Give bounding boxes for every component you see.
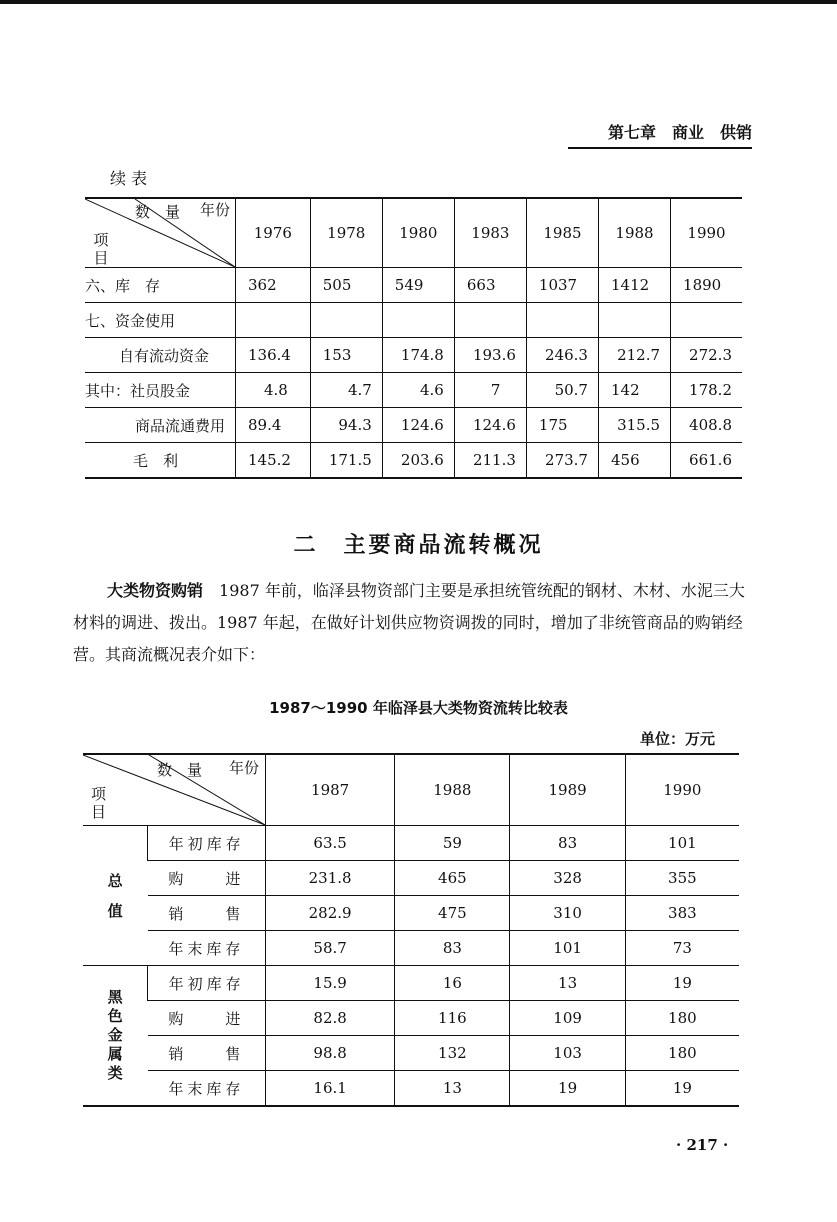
table-cell: 58.7: [266, 931, 395, 966]
row-label: 商品流通费用: [85, 408, 236, 443]
table-row: [85, 443, 742, 479]
table-cell: 328: [510, 861, 625, 896]
year-header: 1989: [510, 754, 625, 826]
table-cell: 355: [625, 861, 739, 896]
page-number: · 217 ·: [676, 1136, 729, 1154]
table-cell: 4.7: [310, 373, 382, 408]
table-cell: [526, 303, 598, 338]
table-cell: 383: [625, 896, 739, 931]
table-row: [85, 338, 742, 373]
row-label: 购 进: [148, 861, 266, 896]
year-header: 1990: [671, 198, 742, 268]
table-cell: 19: [625, 1071, 739, 1107]
table-cell: 124.6: [382, 408, 454, 443]
table-cell: 83: [395, 931, 510, 966]
table-cell: 13: [395, 1071, 510, 1107]
row-label: 自有流动资金: [85, 338, 236, 373]
corner-item-label: 项目: [93, 231, 109, 267]
year-header: 1976: [236, 198, 311, 268]
table-cell: 193.6: [454, 338, 526, 373]
table-cell: 50.7: [526, 373, 598, 408]
row-label: 其中：社员股金: [85, 373, 236, 408]
page-top-edge: [0, 0, 837, 4]
row-label: 六、库 存: [85, 268, 236, 303]
table-cell: 310: [510, 896, 625, 931]
table-cell: 282.9: [266, 896, 395, 931]
year-header: 1987: [266, 754, 395, 826]
paragraph-body: 1987 年前，临泽县物资部门主要是承担统管统配的钢材、木材、水泥三大材料的调进、拨出。1987 年起，在做好计划供应物资调拨的同时，增加了非统管商品的购销经营。其商流概况表介如下：: [73, 581, 745, 664]
row-label: 年初库存: [148, 826, 266, 861]
table-cell: 94.3: [310, 408, 382, 443]
table-cell: 142: [598, 373, 670, 408]
year-header: 1980: [382, 198, 454, 268]
table-cell: 180: [625, 1001, 739, 1036]
table-header-row: [85, 198, 742, 268]
table-cell: 63.5: [266, 826, 395, 861]
table-row: [85, 303, 742, 338]
table-corner-cell: [85, 198, 236, 268]
table-cell: 1412: [598, 268, 670, 303]
table-unit: 单位：万元: [640, 730, 716, 748]
row-label: 年初库存: [148, 966, 266, 1001]
year-header: 1983: [454, 198, 526, 268]
corner-quantity-label: 数 量: [157, 761, 203, 779]
table-row: [83, 1036, 739, 1071]
table-cell: 315.5: [598, 408, 670, 443]
table-cell: 408.8: [671, 408, 742, 443]
table-cell: 82.8: [266, 1001, 395, 1036]
row-label: 毛 利: [85, 443, 236, 479]
table-row: [83, 1001, 739, 1036]
group-label-ferrous-metals: 黑色金属类: [83, 966, 148, 1107]
table-cell: 211.3: [454, 443, 526, 479]
row-label: 七、资金使用: [85, 303, 236, 338]
section-title: 二 主要商品流转概况: [293, 532, 544, 558]
table-cell: 116: [395, 1001, 510, 1036]
table-corner-cell: [83, 754, 266, 826]
table-cell: 661.6: [671, 443, 742, 479]
table-cell: 203.6: [382, 443, 454, 479]
table-cell: 175: [526, 408, 598, 443]
corner-year-label: 年份: [199, 201, 230, 219]
chapter-header: 第七章 商业 供销: [568, 120, 752, 149]
table-cell: 136.4: [236, 338, 311, 373]
year-header: 1978: [310, 198, 382, 268]
table-row: [85, 268, 742, 303]
table-cell: 505: [310, 268, 382, 303]
table-row: [83, 966, 739, 1001]
table-row: [85, 373, 742, 408]
table-cell: 15.9: [266, 966, 395, 1001]
table-continued-label: 续 表: [110, 169, 148, 188]
table-cell: 246.3: [526, 338, 598, 373]
body-paragraph: [73, 575, 753, 671]
year-header: 1990: [625, 754, 739, 826]
table-row: [83, 1071, 739, 1107]
table-cell: 212.7: [598, 338, 670, 373]
table-cell: 73: [625, 931, 739, 966]
table-row: [85, 408, 742, 443]
table-cell: 19: [625, 966, 739, 1001]
table-cell: 180: [625, 1036, 739, 1071]
table-cell: [310, 303, 382, 338]
paragraph-lead: 大类物资购销: [107, 581, 204, 600]
table-cell: 19: [510, 1071, 625, 1107]
table-header-row: [83, 754, 739, 826]
table-cell: 103: [510, 1036, 625, 1071]
table-cell: 7: [454, 373, 526, 408]
group-label-total: 总值: [83, 826, 148, 966]
table-cell: 273.7: [526, 443, 598, 479]
table-cell: 83: [510, 826, 625, 861]
table-cell: 362: [236, 268, 311, 303]
table-cell: 145.2: [236, 443, 311, 479]
table-cell: [454, 303, 526, 338]
table-row: [83, 826, 739, 861]
table-cell: 272.3: [671, 338, 742, 373]
table-cell: 549: [382, 268, 454, 303]
year-header: 1988: [395, 754, 510, 826]
table-row: [83, 931, 739, 966]
table-row: [83, 896, 739, 931]
table-cell: 475: [395, 896, 510, 931]
table-cell: 456: [598, 443, 670, 479]
table-cell: 59: [395, 826, 510, 861]
table-cell: 231.8: [266, 861, 395, 896]
table-title: 1987～1990 年临泽县大类物资流转比较表: [269, 699, 568, 717]
table-cell: 16: [395, 966, 510, 1001]
table-cell: 16.1: [266, 1071, 395, 1107]
table-cell: 124.6: [454, 408, 526, 443]
row-label: 销 售: [148, 896, 266, 931]
table-cell: 101: [625, 826, 739, 861]
table-cell: [671, 303, 742, 338]
material-flow-table: [83, 753, 739, 1107]
table-row: [83, 861, 739, 896]
row-label: 销 售: [148, 1036, 266, 1071]
table-cell: 1890: [671, 268, 742, 303]
table-cell: [236, 303, 311, 338]
table-cell: 174.8: [382, 338, 454, 373]
table-cell: 178.2: [671, 373, 742, 408]
table-cell: 89.4: [236, 408, 311, 443]
table-cell: 663: [454, 268, 526, 303]
table-cell: 153: [310, 338, 382, 373]
row-label: 购 进: [148, 1001, 266, 1036]
table-cell: 465: [395, 861, 510, 896]
corner-quantity-label: 数 量: [135, 203, 181, 221]
table-cell: 98.8: [266, 1036, 395, 1071]
year-header: 1988: [598, 198, 670, 268]
row-label: 年末库存: [148, 1071, 266, 1107]
table-cell: 132: [395, 1036, 510, 1071]
table-cell: [598, 303, 670, 338]
corner-year-label: 年份: [229, 759, 260, 777]
table-cell: 101: [510, 931, 625, 966]
table-cell: 4.8: [236, 373, 311, 408]
corner-item-label: 项目: [91, 785, 107, 821]
row-label: 年末库存: [148, 931, 266, 966]
table-cell: 1037: [526, 268, 598, 303]
table-cell: [382, 303, 454, 338]
table-cell: 4.6: [382, 373, 454, 408]
table-cell: 13: [510, 966, 625, 1001]
year-header: 1985: [526, 198, 598, 268]
table-cell: 171.5: [310, 443, 382, 479]
table-cell: 109: [510, 1001, 625, 1036]
inventory-fund-table: [85, 197, 742, 479]
